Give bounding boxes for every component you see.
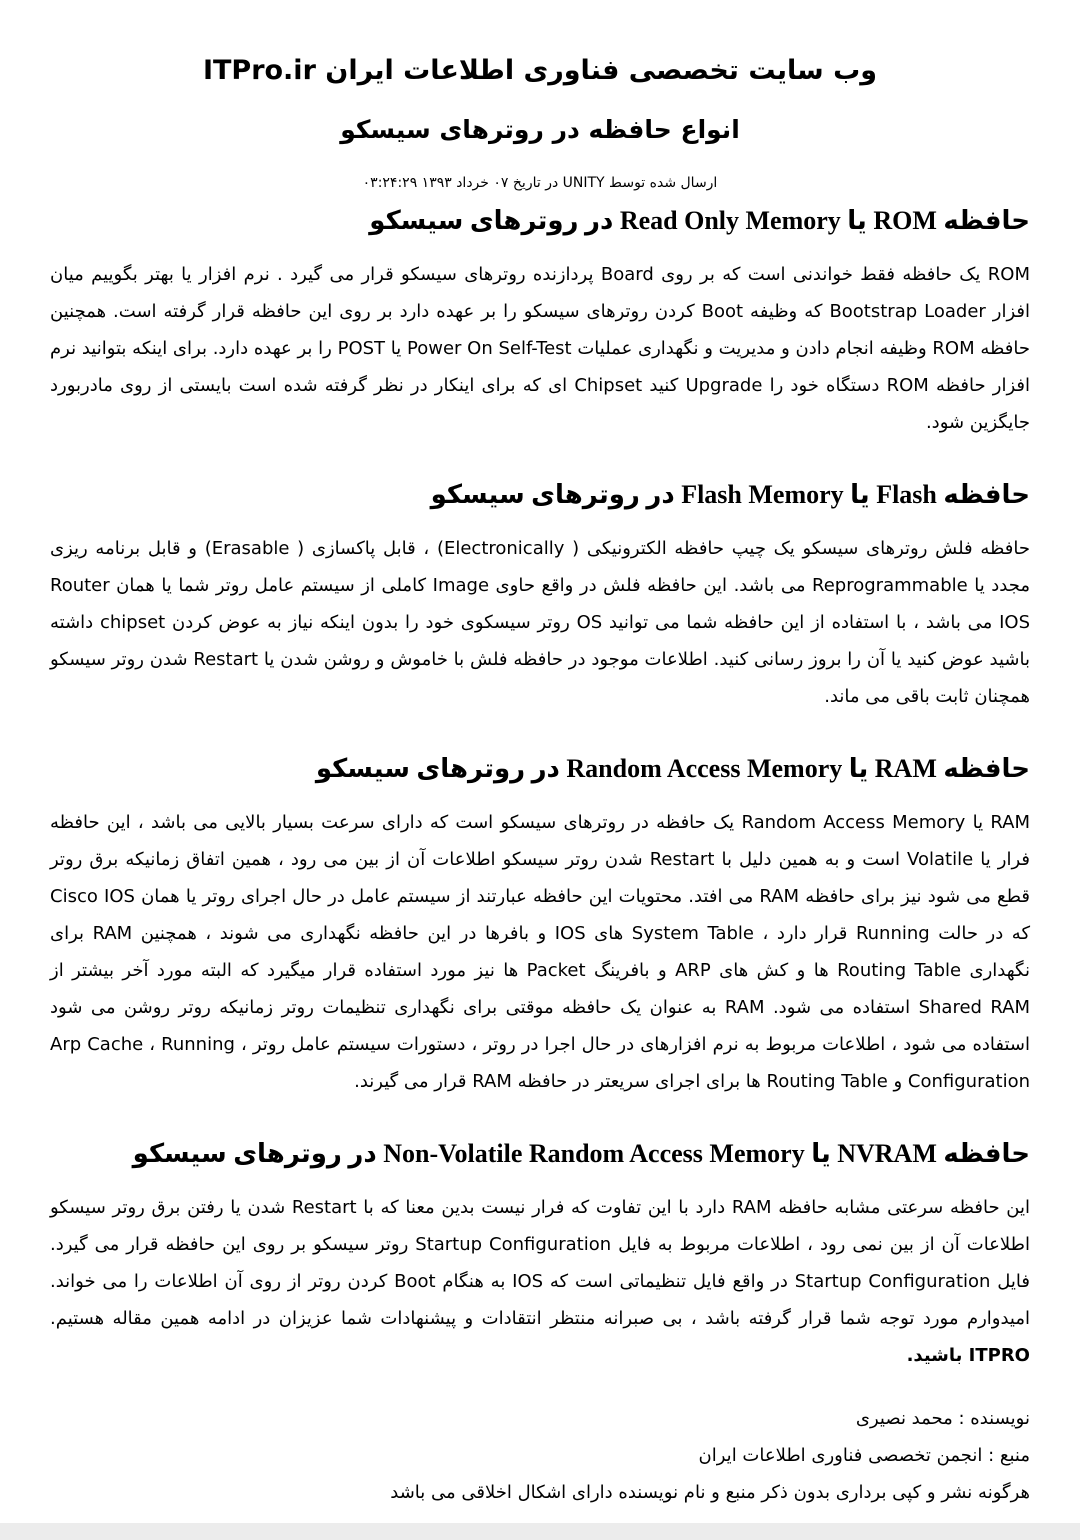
section-heading-flash: حافظه Flash یا Flash Memory در روترهای سیسکو [430,480,1030,509]
site-title: وب سایت تخصصی فناوری اطلاعات ایران ITPro.ir [202,55,878,86]
section-heading-ram: حافظه RAM یا Random Access Memory در روترهای سیسکو [315,754,1030,783]
horizontal-scrollbar-track[interactable] [0,1523,1080,1540]
section-body-flash: حافظه فلش روترهای سیسکو یک چیپ حافظه الکترونیکی ( Electronically) ، قابل پاکسازی ( Erasable) و قابل برنامه ریزی مجدد یا Reprogrammable می باشد. این حافظه فلش در واقع حاوی Image کاملی از سیستم عامل روتر شما یا همان Router IOS می باشد ، با استفاده از این حافظه شما می توانید OS روتر سیسکوی خود را بدون اینکه نیاز به عوض کردن chipset داشته باشید عوض کنید یا آن را بروز رسانی کنید. اطلاعات موجود در حافظه فلش با خاموش و روشن شدن یا Restart شدن روتر سیسکو همچنان ثابت باقی می ماند. [50,538,1031,707]
section-body-nvram [50,1189,1030,1374]
section-body-rom: ROM یک حافظه فقط خواندنی است که بر روی Board پردازنده روترهای سیسکو قرار می گیرد . نرم افزار یا بهتر بگوییم میان افزار Bootstrap Loader که وظیفه Boot کردن روترهای سیسکو را بر عهده دارد بر روی این حافظه قرار گرفته است. همچنین حافظه ROM وظیفه انجام دادن و مدیریت و نگهداری عملیات Power On Self-Test یا POST را بر عهده دارد. برای اینکه بتوانید نرم افزار حافظه ROM دستگاه خود را Upgrade کنید Chipset ای که برای اینکار در نظر گرفته شده است بایستی از روی مادربورد جایگزین شود. [50,264,1031,433]
article-title: انواع حافظه در روترهای سیسکو [340,114,740,144]
itpro-bold-closer: ITPRO باشید. [906,1345,1030,1366]
footer-copyright-line: هرگونه نشر و کپی برداری بدون ذکر منبع و نام نویسنده دارای اشکال اخلاقی می باشد [390,1482,1030,1503]
section-body-ram: RAM یا Random Access Memory یک حافظه در روترهای سیسکو است که دارای سرعت بسیار بالایی می باشد ، این حافظه فرار یا Volatile است و به همین دلیل با Restart شدن روتر سیسکو اطلاعات آن از بین می رود ، همین اتفاق زمانیکه برق روتر قطع می شود نیز برای حافظه RAM می افتد. محتویات این حافظه عبارتند از سیستم عامل در حال اجرای روتر یا همان Cisco IOS که در حالت Running قرار دارد ، System Table های IOS و بافرها در این حافظه نگهداری می شوند ، همچنین RAM برای نگهداری Routing Table ها و کش های ARP و بافرینگ Packet ها نیز مورد استفاده قرار میگیرد که البته مورد آخر بیشتر از Shared RAM استفاده می شود. RAM به عنوان یک حافظه موقتی برای نگهداری تنظیمات روتر زمانیکه روتر روشن می شود استفاده می شود ، اطلاعات مربوط به نرم افزارهای در حال اجرا در روتر ، دستورات سیستم عامل روتر ، Arp Cache ، Running Configuration و Routing Table ها برای اجرای سریعتر در حافظه RAM قرار می گیرند. [50,812,1031,1092]
byline: ارسال شده توسط UNITY در تاریخ ۰۷ خرداد ۱۳۹۳ ۰۳:۲۴:۲۹ [362,175,718,191]
section-heading-rom: حافظه ROM یا Read Only Memory در روترهای سیسکو [369,206,1030,235]
footer-credits [50,1400,1030,1511]
footer-source-line: منبع : انجمن تخصصی فناوری اطلاعات ایران [698,1445,1030,1466]
nvram-body-text: این حافظه سرعتی مشابه حافظه RAM دارد با این تفاوت که فرار نیست بدین معنا که با Restart شدن یا رفتن برق روتر سیسکو اطلاعات آن از بین نمی رود ، اطلاعات مربوط به فایل Startup Configuration روتر سیسکو بر روی این حافظه قرار می گیرد. فایل Startup Configuration در واقع فایل تنظیماتی است که IOS به هنگام Boot کردن روتر از روی آن اطلاعات را می خواند. امیدوارم مورد توجه شما قرار گرفته باشد ، بی صبرانه منتظر انتقادات و پیشنهادات شما عزیزان در ادامه همین مقاله هستیم. [50,1197,1031,1329]
section-heading-nvram: حافظه NVRAM یا Non-Volatile Random Access Memory در روترهای سیسکو [132,1139,1030,1168]
footer-author-line: نویسنده : محمد نصیری [855,1408,1030,1429]
